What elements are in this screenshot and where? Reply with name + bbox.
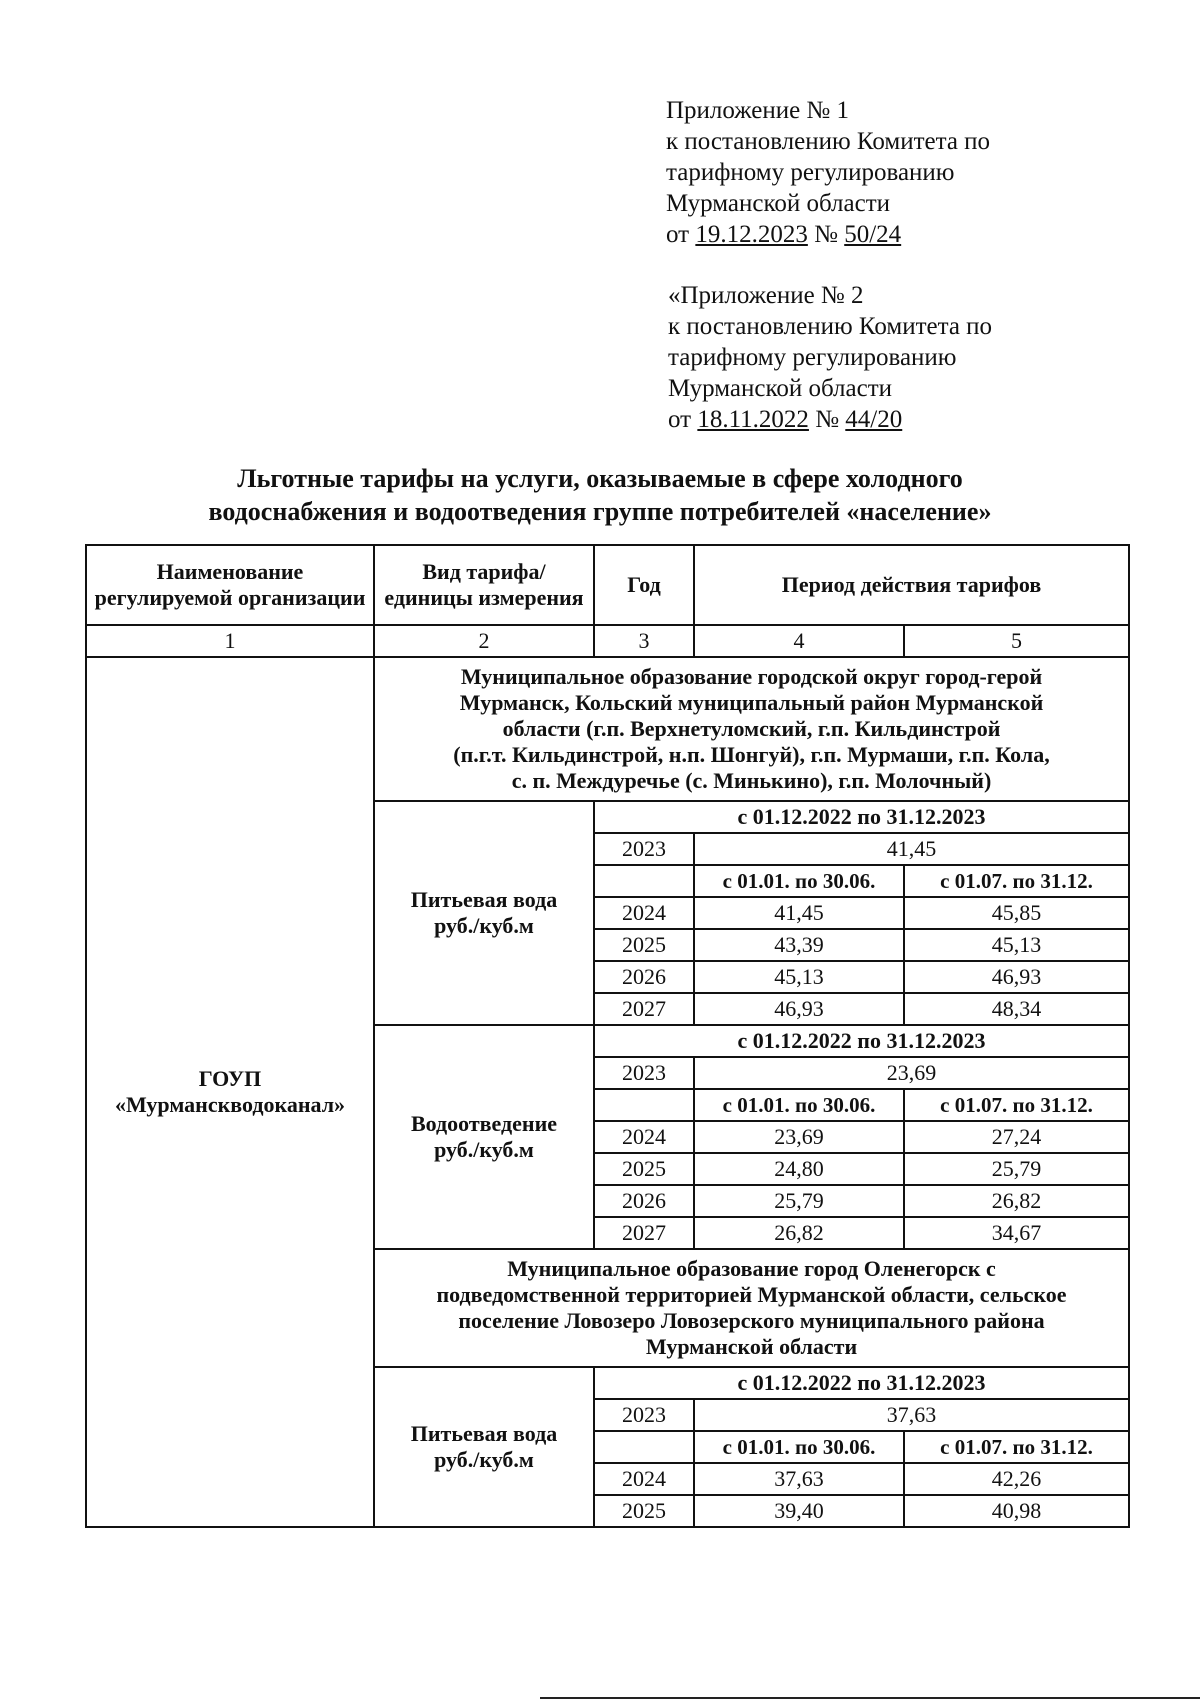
appendix-header-2 (668, 280, 992, 435)
document-title (130, 462, 1070, 528)
table-row: 2024 37,63 42,26 (86, 1463, 1129, 1495)
water1-h1: с 01.01. по 30.06. (694, 865, 904, 897)
water1-period: с 01.12.2022 по 31.12.2023 (594, 801, 1129, 833)
table-header-row (86, 545, 1129, 625)
col-number-1: 1 (86, 625, 374, 657)
sewer1-h2: с 01.07. по 31.12. (904, 1089, 1129, 1121)
appendix-header-1 (666, 95, 990, 250)
table-row: 2024 23,69 27,24 (86, 1121, 1129, 1153)
header1-line4: Мурманской области (666, 190, 891, 217)
header-org: Наименование регулируемой организации (86, 545, 374, 625)
header2-line3: тарифному регулированию (668, 344, 957, 371)
column-numbers-row (86, 625, 1129, 657)
water2-year-2023: 2023 (594, 1399, 694, 1431)
water2-h1: с 01.01. по 30.06. (694, 1431, 904, 1463)
table-row: 2027 46,93 48,34 (86, 993, 1129, 1025)
water1-value-2023: 41,45 (694, 833, 1129, 865)
col-number-2: 2 (374, 625, 594, 657)
footer-rule (540, 1697, 1200, 1699)
col-number-3: 3 (594, 625, 694, 657)
table-row: 2026 25,79 26,82 (86, 1185, 1129, 1217)
table-row: 2025 39,40 40,98 (86, 1495, 1129, 1527)
col-number-5: 5 (904, 625, 1129, 657)
header-period: Период действия тарифов (694, 545, 1129, 625)
header1-line2: к постановлению Комитета по (666, 128, 991, 155)
header2-line4: Мурманской области (668, 375, 893, 402)
header1-date: 19.12.2023 (695, 221, 808, 248)
table-row: 2025 24,80 25,79 (86, 1153, 1129, 1185)
header1-line1: Приложение № 1 (666, 97, 850, 124)
zone1-row (86, 657, 1129, 801)
header2-number: 44/20 (845, 406, 903, 433)
water1-type: Питьевая вода руб./куб.м (374, 801, 594, 1025)
header-year: Год (594, 545, 694, 625)
sewer1-value-2023: 23,69 (694, 1057, 1129, 1089)
header-kind: Вид тарифа/единицы измерения (374, 545, 594, 625)
water2-type: Питьевая вода руб./куб.м (374, 1367, 594, 1527)
sewer1-period: с 01.12.2022 по 31.12.2023 (594, 1025, 1129, 1057)
header2-date-line: от 18.11.2022 № 44/20 (668, 406, 903, 433)
table-row: 2024 41,45 45,85 (86, 897, 1129, 929)
table-row: 2025 43,39 45,13 (86, 929, 1129, 961)
water1-h2: с 01.07. по 31.12. (904, 865, 1129, 897)
zone2-title: Муниципальное образование город Оленегорск с подведомственной территорией Мурманской области, сельское поселение Ловозеро Ловозерского муниципального района Мурманской области (374, 1249, 1129, 1367)
header1-date-line: от 19.12.2023 № 50/24 (666, 221, 902, 248)
title-line2: водоснабжения и водоотведения группе потребителей «население» (208, 497, 992, 526)
title-line1: Льготные тарифы на услуги, оказываемые в сфере холодного (237, 464, 963, 493)
water1-year-2023: 2023 (594, 833, 694, 865)
header2-line2: к постановлению Комитета по (668, 313, 993, 340)
tariff-table (85, 544, 1130, 1528)
header2-line1: «Приложение № 2 (668, 282, 864, 309)
sewer1-year-2023: 2023 (594, 1057, 694, 1089)
header1-number: 50/24 (844, 221, 902, 248)
sewer1-h1: с 01.01. по 30.06. (694, 1089, 904, 1121)
table-row: 2027 26,82 34,67 (86, 1217, 1129, 1249)
header1-line3: тарифному регулированию (666, 159, 955, 186)
table-row: 2026 45,13 46,93 (86, 961, 1129, 993)
sewer1-type: Водоотведение руб./куб.м (374, 1025, 594, 1249)
zone1-title: Муниципальное образование городской округ город-герой Мурманск, Кольский муниципальный район Мурманской области (г.п. Верхнетуломский, г.п. Кильдинстрой (п.г.т. Кильдинстрой, н.п. Шонгуй), г.п. Мурмаши, г.п. Кола, с. п. Междуречье (с. Минькино), г.п. Молочный) (374, 657, 1129, 801)
water2-period: с 01.12.2022 по 31.12.2023 (594, 1367, 1129, 1399)
water2-h2: с 01.07. по 31.12. (904, 1431, 1129, 1463)
col-number-4: 4 (694, 625, 904, 657)
water2-value-2023: 37,63 (694, 1399, 1129, 1431)
header2-date: 18.11.2022 (697, 406, 809, 433)
organization-name: ГОУП «Мурманскводоканал» (86, 657, 374, 1527)
